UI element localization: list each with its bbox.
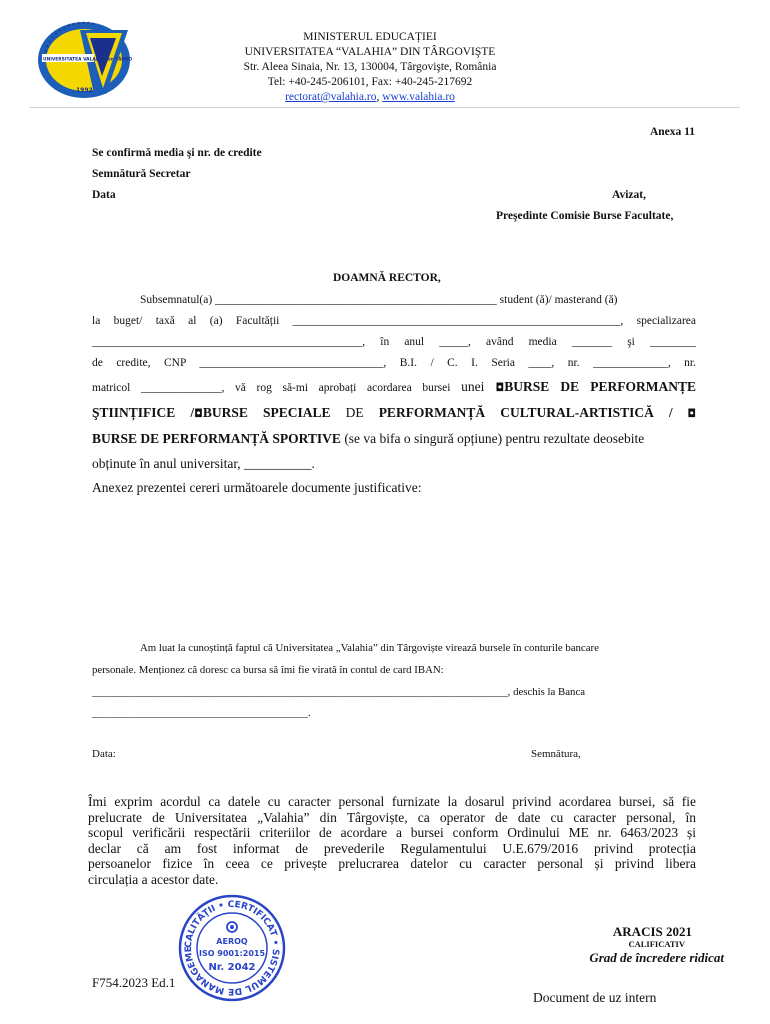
- checkbox-special-cultural[interactable]: ◘: [194, 407, 203, 420]
- svg-text:★ ★ ★ ★ ★ ★ ★ ★ ★ ★ ★ ★ ★: ★ ★ ★ ★ ★ ★ ★ ★ ★ ★ ★ ★ ★: [42, 20, 96, 54]
- link-separator: ,: [376, 91, 383, 103]
- bank-line-3: _____________________________________________________________________________, deschis la Banca: [92, 686, 586, 698]
- seal-number: Nr. 2042: [208, 962, 256, 973]
- aracis-grade: Grad de încredere ridicat: [589, 950, 724, 965]
- bank-line-2: personale. Menționez că doresc ca bursa să îmi fie virată în contul de card IBAN:: [92, 664, 444, 676]
- annex-label: Anexa 11: [649, 126, 695, 138]
- checkbox-sport[interactable]: ◘: [687, 407, 697, 420]
- form-line-7: [92, 431, 702, 447]
- ministry-name: MINISTERUL EDUCAȚIEI: [303, 31, 437, 43]
- avizat-label: Avizat,: [612, 189, 646, 201]
- seal-org: AEROQ: [216, 937, 248, 946]
- secretary-signature-label: Semnătură Secretar: [92, 168, 191, 180]
- iso-certification-seal: [178, 894, 286, 1002]
- commission-president-label: Preşedinte Comisie Burse Facultate,: [496, 210, 674, 222]
- consent-line-1: Îmi exprim acordul ca datele cu caracter personal furnizate la dosarul privind acordarea bursei, să fie: [88, 794, 696, 809]
- form-line-3: _______________________________________________, în anul _____, având media _______ şi ________: [92, 336, 696, 348]
- option-special: BURSE SPECIALE: [202, 405, 331, 420]
- option-scientific-performance-2: ŞTIINȚIFICE /: [92, 405, 195, 420]
- university-name: UNIVERSITATEA “VALAHIA” DIN TÂRGOVIŞTE: [244, 46, 496, 58]
- salutation: DOAMNĂ RECTOR,: [333, 272, 441, 284]
- form-line-2: la buget/ taxă al (a) Facultății _________________________________________________________, specializarea: [92, 315, 696, 327]
- consent-line-5: persoanelor fizice în ceea ce privește prelucrarea datelor cu caracter personal și privind libera: [88, 856, 696, 872]
- seal-iso: ISO 9001:2015: [198, 949, 266, 958]
- header-block: [200, 30, 540, 105]
- form-line-4: de credite, CNP ________________________________, B.I. / C. I. Seria ____, nr. _____________, nr.: [92, 357, 696, 369]
- form-line-5-text: matricol ______________, vă rog să-mi aprobați acordarea bursei: [92, 382, 462, 394]
- internal-use-label: Document de uz intern: [533, 990, 657, 1005]
- option-cultural-artistic: PERFORMANȚĂ CULTURAL-ARTISTICĂ /: [378, 405, 673, 420]
- university-phone: Tel: +40-245-206101, Fax: +40-245-217692: [267, 76, 473, 88]
- email-link[interactable]: rectorat@valahia.ro: [285, 91, 377, 103]
- aracis-subtitle: CALIFICATIV: [628, 939, 685, 949]
- checkbox-performance-scientific[interactable]: ◘: [495, 381, 505, 394]
- signature-row-date: Data:: [92, 748, 116, 760]
- signature-row-signature: Semnătura,: [531, 748, 581, 760]
- date-label: Data: [92, 189, 116, 201]
- form-line-8: obținute în anul universitar, __________.: [92, 456, 315, 471]
- option-de: DE: [330, 405, 379, 420]
- form-code: F754.2023 Ed.1: [92, 975, 176, 990]
- website-link[interactable]: www.valahia.ro: [382, 91, 455, 103]
- annex-documents-label: Anexez prezentei cereri următoarele documente justificative:: [92, 480, 422, 495]
- logo-ring-text: UNIVERSITATEA VALAHIA din TÂRGO: [43, 57, 132, 63]
- option-sport: BURSE DE PERFORMANȚĂ SPORTIVE: [92, 431, 341, 446]
- form-line-5-unei: unei: [461, 379, 496, 394]
- contact-links: [200, 90, 540, 105]
- consent-line-3: scopul verificării respectării criteriilor de acordare a bursei conform Ordinului ME nr. 6463/2023 și: [88, 825, 696, 841]
- form-line-5: [92, 379, 696, 395]
- seal-ring-text: CALITĂŢII • CERTIFICAT • SISTEMUL DE MANAGEME: [183, 899, 281, 997]
- form-line-1: Subsemnatul(a) _________________________________________________ student (ă)/ masterand (ă): [140, 294, 618, 306]
- bank-line-4: ________________________________________.: [92, 707, 311, 719]
- option-instructions: (se va bifa o singură opțiune) pentru rezultate deosebite: [340, 431, 645, 446]
- logo-year: 1992: [76, 87, 93, 94]
- bank-line-1: Am luat la cunoștință faptul că Universitatea „Valahia” din Târgoviște virează bursele în conturile bancare: [140, 642, 599, 654]
- aracis-title: ARACIS 2021: [612, 924, 692, 939]
- header-divider: [30, 107, 740, 108]
- consent-line-6: circulația a acestor date.: [88, 871, 219, 887]
- confirm-grade-label: Se confirmă media şi nr. de credite: [92, 147, 262, 159]
- consent-line-2: prelucrate de Universitatea „Valahia” din Târgoviște, ca operator de date cu caracter personal, în: [88, 809, 696, 825]
- form-line-6: [92, 405, 696, 421]
- university-logo: [36, 20, 132, 100]
- data-consent-paragraph: [88, 794, 696, 888]
- consent-line-4: declar că am fost informat de prevederile Regulamentului U.E.679/2016 privind protecția: [88, 840, 696, 856]
- university-address: Str. Aleea Sinaia, Nr. 13, 130004, Târgovişte, România: [243, 61, 497, 73]
- option-scientific-performance-1: BURSE DE PERFORMANȚE: [504, 379, 697, 394]
